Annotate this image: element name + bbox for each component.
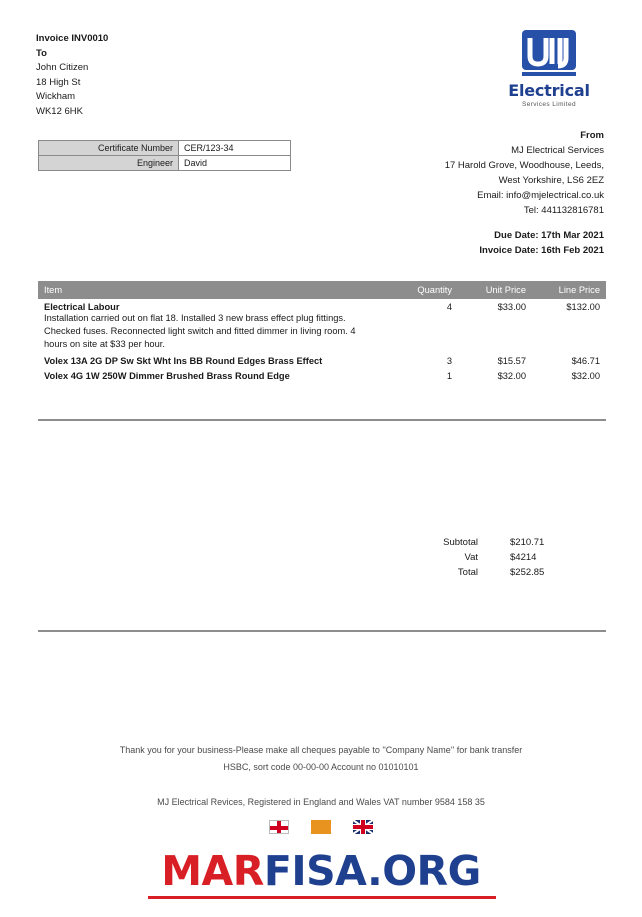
watermark-part-3: .ORG [367,847,481,895]
table-row [400,565,606,580]
invoice-footer [0,742,642,811]
customer-name: John Citizen [36,62,89,73]
certificate-number-value: CER/123-34 [179,141,291,156]
header-line-price: Line Price [532,281,606,299]
due-date: Due Date: 17th Mar 2021 [494,230,604,241]
line-item-title: Volex 4G 1W 250W Dimmer Brushed Brass Round Edge [44,371,290,381]
line-items-section [38,281,606,383]
line-item-detail: Installation carried out on flat 18. Installed 3 new brass effect plug fittings. Checked fuses. Reconnected light switch and fitted dimmer in living room. 4 hours on site at $33 per hour. [44,313,356,349]
union-jack-flag-icon [353,820,373,834]
engineer-label: Engineer [39,156,179,171]
table-row [38,368,606,383]
watermark [0,848,642,894]
line-item-line-price: $46.71 [571,356,600,366]
customer-address-line-2: Wickham [36,91,76,102]
orange-badge-icon [311,820,331,834]
certificate-table [38,140,291,171]
line-item-description [38,299,386,353]
from-label: From [580,130,604,141]
england-flag-icon [269,820,289,834]
table-row [400,550,606,565]
dates-block [304,228,604,258]
bill-to-block [36,32,108,119]
subtotal-label: Subtotal [443,537,478,548]
table-row [38,353,606,368]
line-item-title: Electrical Labour [44,302,120,312]
watermark-part-1: MAR [161,847,264,895]
customer-postcode: WK12 6HK [36,105,83,117]
total-value: $252.85 [510,567,545,578]
vat-label: Vat [464,552,478,563]
footer-badges [0,820,642,834]
invoice-date: Invoice Date: 16th Feb 2021 [479,245,604,256]
items-divider [38,419,606,421]
from-telephone: Tel: 441132816781 [523,205,604,216]
table-row [39,141,291,156]
company-logo [494,28,604,108]
invoice-header [0,0,642,130]
line-item-quantity: 4 [446,302,452,312]
subtotal-value: $210.71 [510,537,545,548]
customer-address-line-1: 18 High St [36,76,81,88]
line-item-quantity: 3 [446,356,452,366]
from-company: MJ Electrical Services [511,145,604,156]
footer-thanks-line-1: Thank you for your business-Please make all cheques payable to ''Company Name'' for bank transfer [119,745,523,755]
table-row [400,535,606,550]
footer-divider [38,630,606,632]
vat-value: $4214 [510,552,537,563]
from-block [304,128,604,218]
line-item-unit-price: $33.00 [497,302,526,312]
header-quantity: Quantity [386,281,458,299]
totals-section [400,535,606,580]
line-item-title: Volex 13A 2G DP Sw Skt Wht Ins BB Round Edges Brass Effect [44,356,323,366]
line-item-unit-price: $15.57 [497,356,526,366]
logo-mark-icon [520,28,578,80]
line-items-table [38,281,606,383]
from-address-line-2: West Yorkshire, LS6 2EZ [498,175,604,186]
table-row [39,156,291,171]
table-header-row [38,281,606,299]
footer-registration: MJ Electrical Revices, Registered in England and Wales VAT number 9584 158 35 [157,797,485,807]
line-item-unit-price: $32.00 [497,371,526,381]
header-unit-price: Unit Price [458,281,532,299]
line-item-description [38,353,386,368]
to-label: To [36,47,47,59]
total-label: Total [457,567,478,578]
watermark-part-2: FISA [263,847,368,895]
certificate-number-label: Certificate Number [39,141,179,156]
table-row [38,299,606,353]
line-item-quantity: 1 [446,371,452,381]
watermark-underline [148,896,496,899]
from-address-line-1: 17 Harold Grove, Woodhouse, Leeds, [444,160,604,171]
engineer-value: David [179,156,291,171]
line-item-line-price: $132.00 [566,302,600,312]
logo-company-name: Electrical [508,81,590,100]
line-item-description [38,368,386,383]
header-item: Item [38,281,386,299]
footer-thanks-line-2: HSBC, sort code 00-00-00 Account no 01010101 [223,762,419,772]
totals-table [400,535,606,580]
line-item-line-price: $32.00 [571,371,600,381]
logo-company-subtitle: Services Limited [521,101,577,108]
from-email: Email: info@mjelectrical.co.uk [477,190,604,201]
invoice-number: Invoice INV0010 [36,33,109,44]
